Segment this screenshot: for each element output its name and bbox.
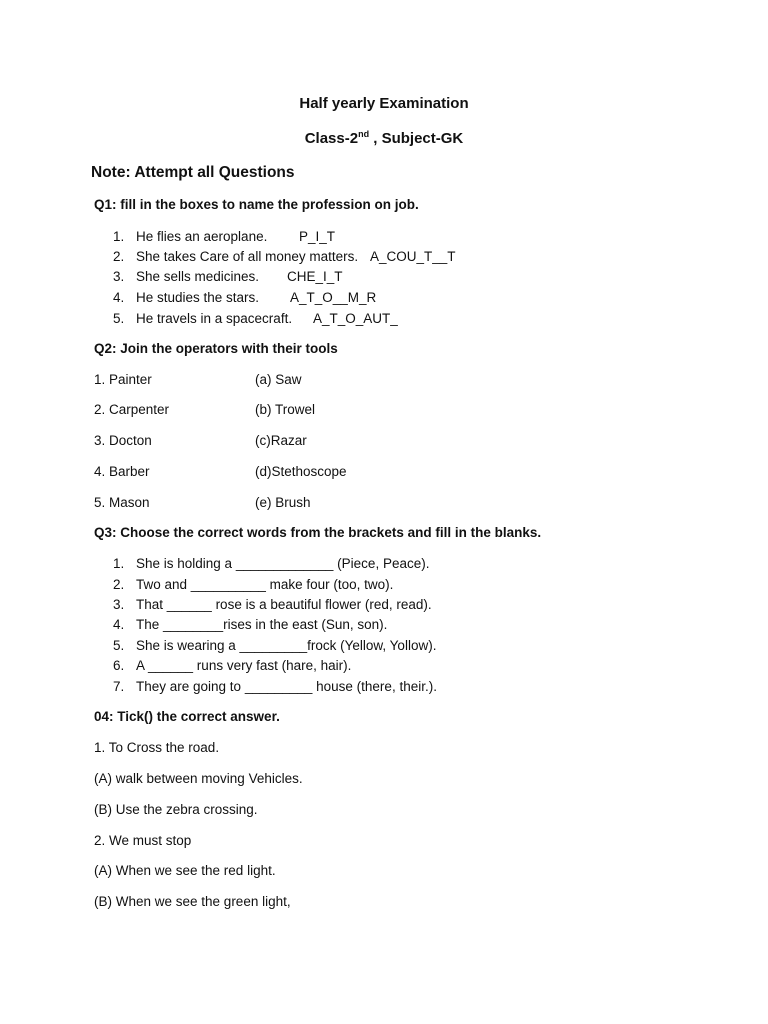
q3-item-number: 1. — [113, 556, 125, 571]
q3-item-text: She is wearing a _________frock (Yellow, Yollow). — [136, 638, 437, 653]
q1-item-number: 4. — [113, 290, 125, 305]
q1-item-number: 5. — [113, 311, 125, 326]
q2-tool: (d)Stethoscope — [255, 464, 347, 479]
q1-item-answer: A_COU_T__T — [370, 249, 456, 264]
q3-item-text: They are going to _________ house (there, their.). — [136, 679, 437, 694]
q2-operator: 2. Carpenter — [94, 402, 170, 417]
q3-item-text: A ______ runs very fast (hare, hair). — [136, 658, 352, 673]
q3-item-text: The ________rises in the east (Sun, son). — [136, 617, 388, 632]
q1-item-text: He travels in a spacecraft. — [136, 311, 293, 326]
q2-tool: (c)Razar — [255, 433, 307, 448]
q3-item-number: 2. — [113, 577, 125, 592]
class-subject-line — [0, 130, 768, 147]
q2-operator: 5. Mason — [94, 495, 150, 510]
q2-tool: (a) Saw — [255, 372, 302, 387]
q1-item-answer: A_T_O__M_R — [290, 290, 377, 305]
q4-question: 1. To Cross the road. — [94, 740, 220, 755]
q4-question: 2. We must stop — [94, 833, 192, 848]
q1-item-number: 1. — [113, 229, 125, 244]
q3-item-number: 5. — [113, 638, 125, 653]
q4-option: (B) Use the zebra crossing. — [94, 802, 258, 817]
q3-item-number: 6. — [113, 658, 125, 673]
q3-item-text: Two and __________ make four (too, two). — [136, 577, 394, 592]
q2-operator: 1. Painter — [94, 372, 152, 387]
q2-operator: 4. Barber — [94, 464, 150, 479]
q1-item-number: 3. — [113, 269, 125, 284]
q3-item-number: 3. — [113, 597, 125, 612]
q2-operator: 3. Docton — [94, 433, 152, 448]
q1-item-text: She sells medicines. — [136, 269, 260, 284]
q1-item-text: He flies an aeroplane. — [136, 229, 268, 244]
q1-item-text: She takes Care of all money matters. — [136, 249, 359, 264]
q1-heading: Q1: fill in the boxes to name the profession on job. — [94, 197, 419, 212]
q3-item-number: 7. — [113, 679, 125, 694]
q4-option: (A) When we see the red light. — [94, 863, 276, 878]
q3-item-text: She is holding a _____________ (Piece, Peace). — [136, 556, 430, 571]
class-prefix: Class-2 — [304, 130, 359, 147]
q1-item-text: He studies the stars. — [136, 290, 260, 305]
q4-option: (A) walk between moving Vehicles. — [94, 771, 303, 786]
q3-item-text: That ______ rose is a beautiful flower (red, read). — [136, 597, 432, 612]
q4-option: (B) When we see the green light, — [94, 894, 291, 909]
q3-item-number: 4. — [113, 617, 125, 632]
subject-text: , Subject-GK — [369, 130, 464, 147]
q1-item-answer: P_I_T — [299, 229, 336, 244]
q2-tool: (e) Brush — [255, 495, 311, 510]
q4-heading: 04: Tick() the correct answer. — [94, 709, 280, 724]
q3-heading: Q3: Choose the correct words from the brackets and fill in the blanks. — [94, 525, 542, 540]
class-superscript: nd — [358, 129, 370, 139]
q2-tool: (b) Trowel — [255, 402, 316, 417]
note-heading: Note: Attempt all Questions — [91, 164, 295, 181]
q1-item-answer: A_T_O_AUT_ — [313, 311, 398, 326]
q2-heading: Q2: Join the operators with their tools — [94, 341, 338, 356]
exam-title: Half yearly Examination — [299, 95, 469, 112]
q1-item-answer: CHE_I_T — [287, 269, 343, 284]
q1-item-number: 2. — [113, 249, 125, 264]
